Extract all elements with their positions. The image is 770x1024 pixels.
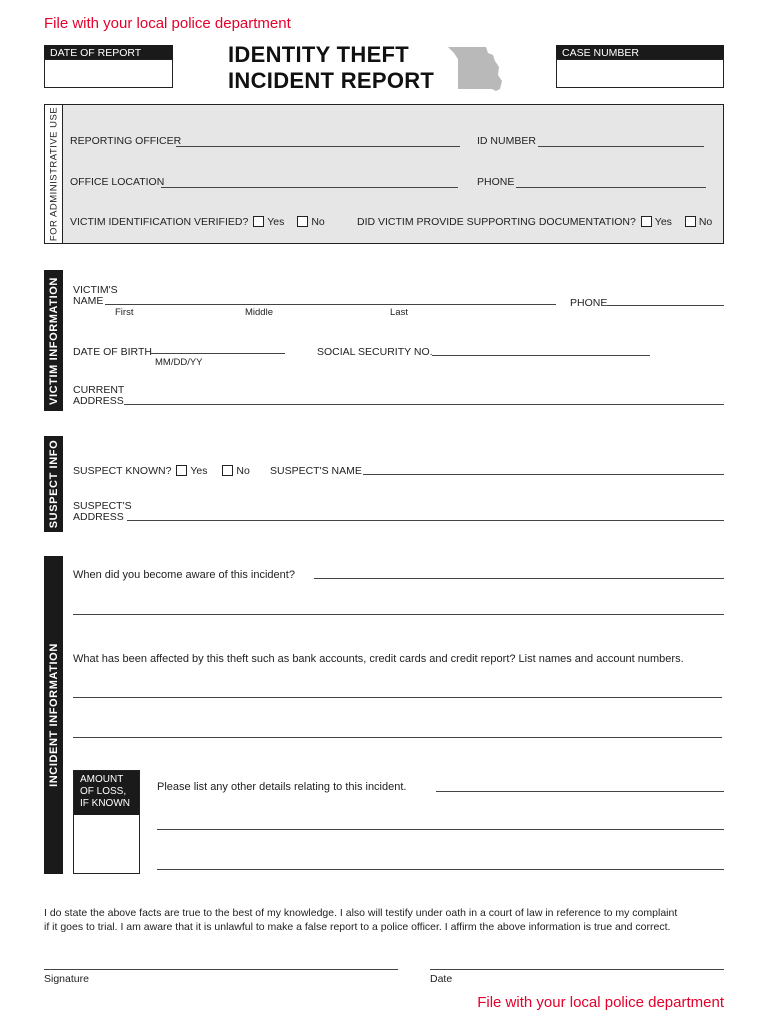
file-note-top: File with your local police department bbox=[44, 15, 291, 32]
victim-id-verified-no-label: No bbox=[311, 216, 325, 228]
suspect-name-label: SUSPECT'S NAME bbox=[270, 465, 362, 477]
aware-field-line-2[interactable] bbox=[73, 614, 724, 615]
loss-label-3: IF KNOWN bbox=[80, 798, 130, 809]
supporting-docs-yes-label: Yes bbox=[654, 216, 672, 228]
title-line-1: IDENTITY THEFT bbox=[228, 42, 410, 67]
suspect-address-field[interactable] bbox=[127, 520, 724, 521]
victim-first-caption: First bbox=[115, 307, 134, 318]
date-label: Date bbox=[430, 973, 453, 985]
ssn-field[interactable] bbox=[432, 355, 650, 356]
amount-of-loss-header bbox=[74, 771, 139, 815]
victim-name-field[interactable] bbox=[105, 304, 556, 305]
suspect-known-yes-label: Yes bbox=[190, 465, 208, 477]
current-address-field[interactable] bbox=[124, 404, 724, 405]
title-line-2: INCIDENT REPORT bbox=[228, 68, 435, 93]
victim-middle-caption: Middle bbox=[245, 307, 273, 318]
aware-field-line-1[interactable] bbox=[314, 578, 724, 579]
statement-line-2: if it goes to trial. I am aware that it is unlawful to make a false report to a police officer. I affirm the above information is true and correct. bbox=[44, 921, 671, 933]
incident-side-text: INCIDENT INFORMATION bbox=[47, 643, 60, 787]
current-address-label-2: ADDRESS bbox=[73, 395, 124, 407]
affirmation-statement bbox=[44, 906, 744, 934]
victim-name-label-2: NAME bbox=[73, 295, 104, 307]
dob-format-caption: MM/DD/YY bbox=[155, 357, 203, 368]
other-details-line-1[interactable] bbox=[436, 791, 724, 792]
other-details-question: Please list any other details relating to this incident. bbox=[157, 781, 407, 793]
file-note-bottom: File with your local police department bbox=[477, 994, 724, 1011]
office-location-label: OFFICE LOCATION bbox=[70, 176, 165, 188]
admin-phone-label: PHONE bbox=[477, 176, 515, 188]
reporting-officer-label: REPORTING OFFICER bbox=[70, 135, 182, 147]
affected-field-line-1[interactable] bbox=[73, 697, 722, 698]
victim-last-caption: Last bbox=[390, 307, 408, 318]
suspect-known-row bbox=[73, 465, 250, 477]
admin-side-text: FOR ADMINISTRATIVE USE bbox=[48, 106, 59, 242]
statement-line-1: I do state the above facts are true to the best of my knowledge. I also will testify under oath in a court of law in reference to my complaint bbox=[44, 907, 678, 919]
aware-question: When did you become aware of this incident? bbox=[73, 569, 295, 581]
victim-phone-label: PHONE bbox=[570, 297, 608, 309]
office-location-field[interactable] bbox=[161, 187, 458, 188]
signature-label: Signature bbox=[44, 973, 89, 985]
date-of-report-field[interactable] bbox=[44, 59, 173, 88]
suspect-address-label-1: SUSPECT'S bbox=[73, 500, 132, 512]
suspect-name-field[interactable] bbox=[363, 474, 724, 475]
incident-side-label bbox=[44, 556, 63, 874]
suspect-known-yes-checkbox[interactable] bbox=[176, 465, 187, 476]
suspect-known-no-checkbox[interactable] bbox=[222, 465, 233, 476]
victim-phone-field[interactable] bbox=[607, 305, 724, 306]
supporting-docs-label: DID VICTIM PROVIDE SUPPORTING DOCUMENTATION? bbox=[357, 216, 636, 228]
supporting-docs-no-checkbox[interactable] bbox=[685, 216, 696, 227]
supporting-docs-yes-checkbox[interactable] bbox=[641, 216, 652, 227]
signature-field[interactable] bbox=[44, 969, 398, 970]
victim-id-verified-row bbox=[70, 216, 325, 228]
suspect-known-no-label: No bbox=[236, 465, 250, 477]
other-details-line-3[interactable] bbox=[157, 869, 724, 870]
victim-side-label bbox=[44, 270, 63, 411]
admin-side-label bbox=[45, 105, 63, 243]
suspect-side-label bbox=[44, 436, 63, 532]
dob-label: DATE OF BIRTH bbox=[73, 346, 152, 358]
victim-id-verified-yes-checkbox[interactable] bbox=[253, 216, 264, 227]
missouri-map-icon bbox=[446, 45, 504, 95]
ssn-label: SOCIAL SECURITY NO. bbox=[317, 346, 433, 358]
affected-question: What has been affected by this theft such as bank accounts, credit cards and credit report? List names and account numbers. bbox=[73, 653, 684, 665]
victim-id-verified-label: VICTIM IDENTIFICATION VERIFIED? bbox=[70, 216, 249, 228]
case-number-label: CASE NUMBER bbox=[556, 45, 724, 60]
admin-phone-field[interactable] bbox=[516, 187, 706, 188]
victim-side-text: VICTIM INFORMATION bbox=[47, 276, 60, 405]
reporting-officer-field[interactable] bbox=[176, 146, 460, 147]
date-of-report-label: DATE OF REPORT bbox=[44, 45, 173, 60]
report-title bbox=[228, 42, 434, 94]
suspect-known-label: SUSPECT KNOWN? bbox=[73, 465, 172, 477]
supporting-docs-no-label: No bbox=[698, 216, 713, 228]
suspect-side-text: SUSPECT INFO bbox=[47, 439, 60, 529]
case-number-field[interactable] bbox=[556, 59, 724, 88]
victim-name-label-1: VICTIM'S bbox=[73, 284, 118, 296]
victim-id-verified-no-checkbox[interactable] bbox=[297, 216, 308, 227]
suspect-address-label-2: ADDRESS bbox=[73, 511, 124, 523]
loss-label-2: OF LOSS, bbox=[80, 786, 127, 797]
current-address-label-1: CURRENT bbox=[73, 384, 125, 396]
loss-label-1: AMOUNT bbox=[80, 774, 124, 785]
date-field[interactable] bbox=[430, 969, 724, 970]
other-details-line-2[interactable] bbox=[157, 829, 724, 830]
id-number-label: ID NUMBER bbox=[477, 135, 536, 147]
affected-field-line-2[interactable] bbox=[73, 737, 722, 738]
amount-of-loss-box[interactable] bbox=[73, 770, 140, 874]
supporting-docs-row bbox=[357, 216, 712, 228]
victim-id-verified-yes-label: Yes bbox=[267, 216, 285, 228]
id-number-field[interactable] bbox=[538, 146, 704, 147]
dob-field[interactable] bbox=[150, 353, 285, 354]
